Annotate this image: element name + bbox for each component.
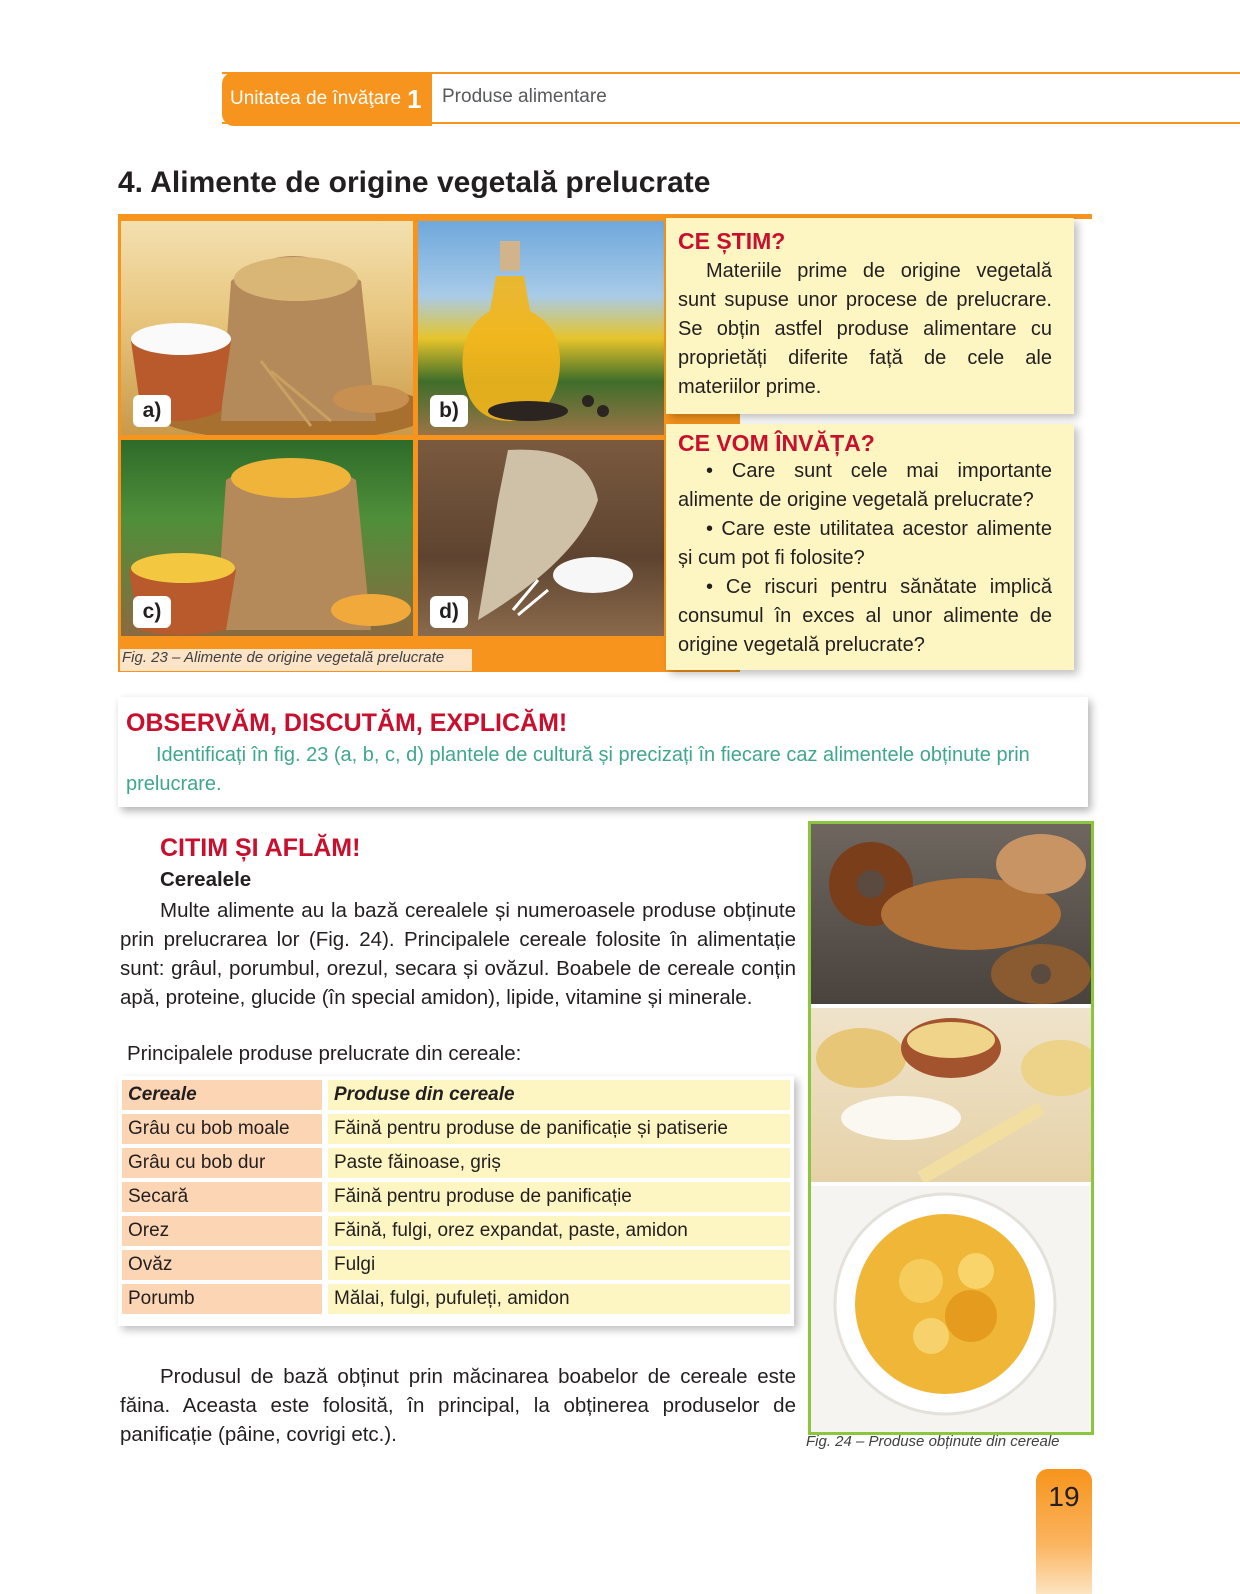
unit-title: Produse alimentare xyxy=(442,86,607,107)
figure-23 xyxy=(118,218,740,672)
observam-box xyxy=(118,697,1088,807)
cereal-products-table xyxy=(118,1076,794,1326)
figure-24 xyxy=(808,821,1094,1435)
section-title: 4. Alimente de origine vegetală prelucrate xyxy=(118,166,711,199)
photo-bread xyxy=(811,824,1091,1004)
ce-stim-box xyxy=(666,218,1074,414)
cell-cereal: Grâu cu bob moale xyxy=(122,1114,322,1144)
figure-23-caption: Fig. 23 – Alimente de origine vegetală prelucrate xyxy=(120,649,472,671)
ce-vom-invata-box xyxy=(666,424,1074,670)
photo-sugar-beet xyxy=(418,440,664,636)
unit-number: 1 xyxy=(407,83,422,114)
ce-stim-text: Materiile prime de origine vegetală sunt supuse unor procese de prelucrare. Se obțin astfel produse alimentare cu proprietăți diferite față de cele ale materiilor prime. xyxy=(678,260,1052,398)
cell-product: Făină pentru produse de panificație și patiserie xyxy=(328,1114,790,1144)
header-cereale: Cereale xyxy=(122,1080,322,1110)
page-number: 19 xyxy=(1036,1469,1092,1594)
table-row xyxy=(122,1114,790,1144)
header-produse: Produse din cereale xyxy=(328,1080,790,1110)
cell-product: Mălai, fulgi, pufuleți, amidon xyxy=(328,1284,790,1314)
figure-24-caption: Fig. 24 – Produse obținute din cereale xyxy=(806,1433,1060,1450)
table-row xyxy=(122,1284,790,1314)
unit-label: Unitatea de învăţare xyxy=(230,88,402,109)
cell-cereal: Grâu cu bob dur xyxy=(122,1148,322,1178)
question-item: • Care sunt cele mai importante alimente de origine vegetală prelucrate? xyxy=(678,460,1052,511)
question-item: • Care este utilitatea acestor alimente și cum pot fi folosite? xyxy=(678,518,1052,569)
cell-product: Paste făinoase, griș xyxy=(328,1148,790,1178)
ce-stim-heading: CE ȘTIM? xyxy=(678,228,786,254)
label-c: c) xyxy=(133,596,171,628)
cell-product: Fulgi xyxy=(328,1250,790,1280)
cell-cereal: Ovăz xyxy=(122,1250,322,1280)
cereale-subheading: Cerealele xyxy=(160,868,252,891)
citim-heading: CITIM ȘI AFLĂM! xyxy=(160,834,361,862)
closing-paragraph: Produsul de bază obținut prin măcinarea boabelor de cereale este făina. Aceasta este folosită, în principal, la obținerea produselor de panificație (pâine, covrigi etc.). xyxy=(120,1365,796,1446)
label-b: b) xyxy=(430,395,468,427)
question-item: • Ce riscuri pentru sănătate implică consumul în exces al unor alimente de origine vegetală prelucrate? xyxy=(678,576,1052,656)
cell-cereal: Orez xyxy=(122,1216,322,1246)
cell-product: Făină pentru produse de panificație xyxy=(328,1182,790,1212)
table-row xyxy=(122,1250,790,1280)
photo-wheat-flour xyxy=(121,221,413,435)
cereale-paragraph: Multe alimente au la bază cerealele și numeroasele produse obținute prin prelucrarea lor (Fig. 24). Principalele cereale folosite în alimentație sunt: grâul, porumbul, orezul, secara și ovăzul. Boabele de cereale conțin apă, proteine, glucide (în special amidon), lipide, vitamine și minerale. xyxy=(120,899,796,1009)
observam-heading: OBSERVĂM, DISCUTĂM, EXPLICĂM! xyxy=(126,709,568,737)
cell-cereal: Porumb xyxy=(122,1284,322,1314)
observam-text: Identificați în fig. 23 (a, b, c, d) plantele de cultură și precizați în fiecare caz alimentele obținute prin prelucrare. xyxy=(126,744,1030,795)
table-row xyxy=(122,1182,790,1212)
photo-corn xyxy=(121,440,413,636)
photo-sunflower-oil xyxy=(418,221,664,435)
photo-cornflakes xyxy=(811,1186,1091,1432)
table-row xyxy=(122,1216,790,1246)
cell-product: Făină, fulgi, orez expandat, paste, amidon xyxy=(328,1216,790,1246)
photo-pasta xyxy=(811,1008,1091,1182)
label-a: a) xyxy=(133,395,171,427)
table-row xyxy=(122,1148,790,1178)
table-header-row xyxy=(122,1080,790,1110)
table-intro: Principalele produse prelucrate din cereale: xyxy=(127,1042,522,1065)
unit-tab xyxy=(222,72,432,126)
cell-cereal: Secară xyxy=(122,1182,322,1212)
ce-vom-invata-heading: CE VOM ÎNVĂȚA? xyxy=(678,430,875,456)
label-d: d) xyxy=(430,596,468,628)
